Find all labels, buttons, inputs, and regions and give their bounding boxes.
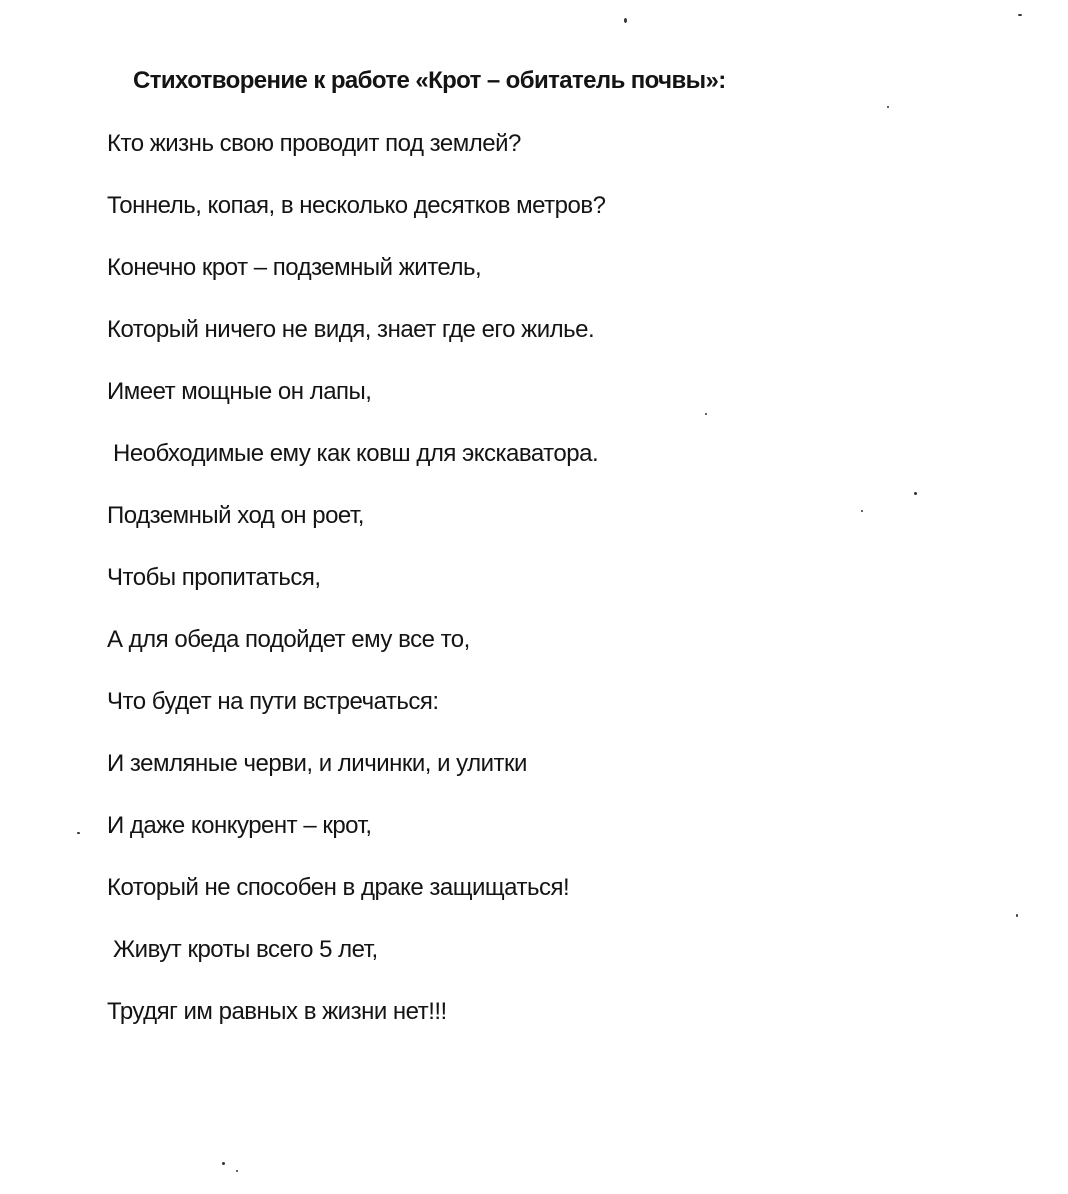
scan-speck	[705, 413, 707, 415]
scan-speck	[624, 18, 627, 23]
scan-speck	[861, 510, 863, 512]
poem-line: Конечно крот – подземный житель,	[107, 254, 482, 281]
poem-title: Стихотворение к работе «Крот – обитатель почвы»:	[133, 67, 726, 94]
poem-line: Который не способен в драке защищаться!	[107, 874, 570, 901]
poem-line: Тоннель, копая, в несколько десятков метров?	[107, 192, 606, 219]
poem-line: Подземный ход он роет,	[107, 502, 364, 529]
scan-speck	[1018, 14, 1022, 16]
poem-line: Чтобы пропитаться,	[107, 564, 321, 591]
poem-line: Что будет на пути встречаться:	[107, 688, 439, 715]
poem-line: И земляные черви, и личинки, и улитки	[107, 750, 527, 777]
poem-line: Имеет мощные он лапы,	[107, 378, 372, 405]
poem-body	[107, 124, 605, 1054]
poem-line: Живут кроты всего 5 лет,	[113, 936, 378, 963]
poem-line: А для обеда подойдет ему все то,	[107, 626, 470, 653]
scan-speck	[1016, 914, 1018, 917]
scan-speck	[887, 106, 889, 108]
poem-line: И даже конкурент – крот,	[107, 812, 372, 839]
poem-line: Необходимые ему как ковш для экскаватора.	[113, 440, 599, 467]
poem-line: Трудяг им равных в жизни нет!!!	[107, 998, 447, 1025]
scan-speck	[236, 1170, 238, 1172]
scan-speck	[914, 492, 917, 495]
scan-speck	[222, 1162, 225, 1165]
poem-line: Который ничего не видя, знает где его жилье.	[107, 316, 595, 343]
poem-line: Кто жизнь свою проводит под землей?	[107, 130, 521, 157]
scan-speck	[77, 832, 80, 834]
